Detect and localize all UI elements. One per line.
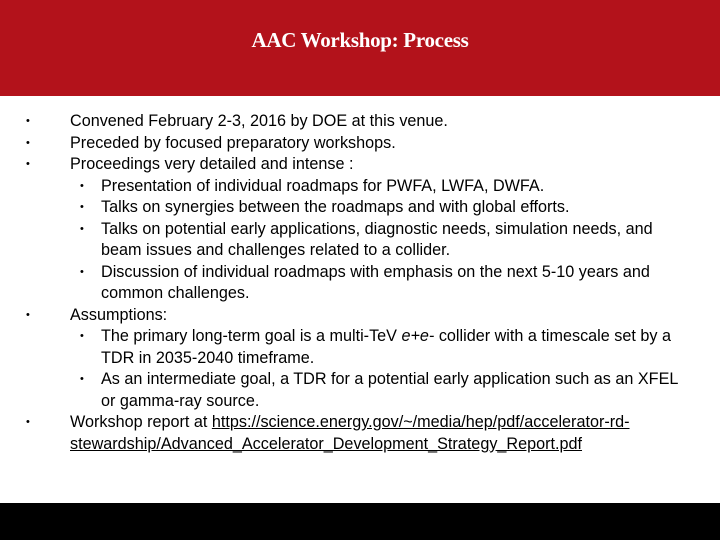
bullet-icon: • (80, 330, 84, 342)
collider-type: e+e- (401, 327, 435, 345)
slide-content (26, 111, 694, 455)
bullet-item (26, 412, 694, 455)
sub-bullet-item (70, 176, 694, 198)
bullet-icon: • (26, 416, 30, 428)
bullet-text (70, 413, 630, 453)
slide-title: AAC Workshop: Process (251, 28, 469, 52)
bullet-icon: • (26, 308, 30, 321)
sub-bullet-item (70, 219, 694, 262)
sub-bullet-text: Presentation of individual roadmaps for PWFA, LWFA, DWFA. (101, 176, 545, 195)
sub-bullet-text: As an intermediate goal, a TDR for a potential early application such as an XFEL or gamma-ray source. (101, 370, 678, 410)
bullet-icon: • (80, 265, 84, 278)
bullet-icon: • (80, 222, 84, 235)
footer-bar (0, 503, 720, 540)
bullet-icon: • (80, 179, 84, 192)
report-link[interactable]: https://science.energy.gov/~/media/hep/pdf/accelerator-rd-stewardship/Advanced_Accelerator_Development_Strategy_Report.pdf (70, 413, 630, 453)
sub-bullet-text (101, 327, 671, 367)
bullet-item (26, 305, 694, 413)
sub-bullet-item (70, 326, 694, 369)
sub-bullet-item (70, 197, 694, 219)
bullet-text: Proceedings very detailed and intense : (70, 155, 354, 173)
sub-bullet-list (70, 326, 694, 412)
sub-bullet-text: Talks on synergies between the roadmaps and with global efforts. (101, 198, 570, 216)
sub-bullet-text: Talks on potential early applications, diagnostic needs, simulation needs, and beam issues and challenges related to a collider. (101, 219, 653, 259)
text-segment: Workshop report at (70, 413, 212, 431)
sub-bullet-text: Discussion of individual roadmaps with emphasis on the next 5-10 years and common challenges. (101, 262, 650, 302)
bullet-text: Assumptions: (70, 305, 168, 324)
bullet-icon: • (80, 201, 84, 213)
bullet-text: Convened February 2-3, 2016 by DOE at this venue. (70, 112, 448, 130)
bullet-item (26, 111, 694, 133)
sub-bullet-list (70, 176, 694, 305)
bullet-icon: • (26, 136, 30, 149)
bullet-icon: • (26, 158, 30, 170)
text-segment: The primary long-term goal is a multi-TeV (101, 327, 402, 345)
sub-bullet-item (70, 262, 694, 305)
text-segment: collider with a timescale set by a TDR in 2035-2040 timeframe. (101, 327, 671, 367)
bullet-text: Preceded by focused preparatory workshops. (70, 133, 396, 152)
bullet-list (26, 111, 694, 455)
bullet-icon: • (26, 115, 30, 127)
bullet-icon: • (80, 373, 84, 385)
bullet-item (26, 133, 694, 155)
sub-bullet-item (70, 369, 694, 412)
bullet-item (26, 154, 694, 305)
title-bar (0, 0, 720, 96)
